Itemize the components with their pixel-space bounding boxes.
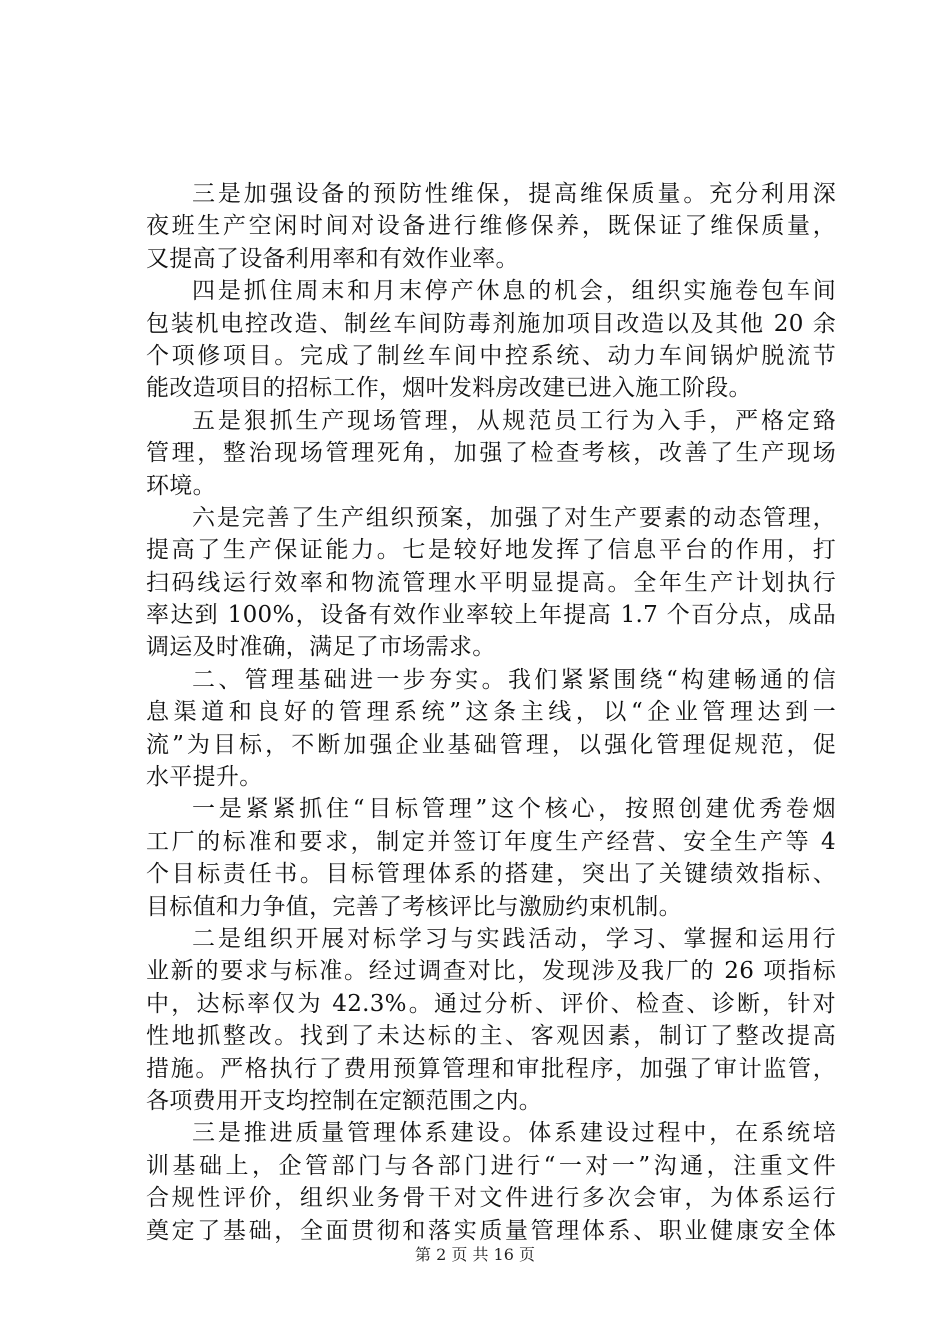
text-line: 四是抓住周末和月末停产休息的机会，组织实施卷包车间 xyxy=(192,278,836,305)
text-line: 目标值和力争值，完善了考核评比与激励约束机制。 xyxy=(146,893,682,920)
text-line: 扫码线运行效率和物流管理水平明显提高。全年生产计划执行 xyxy=(146,569,836,596)
text-line: 流”为目标，不断加强企业基础管理，以强化管理促规范，促 xyxy=(146,731,836,758)
text-line: 个项修项目。完成了制丝车间中控系统、动力车间锅炉脱流节 xyxy=(146,342,836,369)
text-line: 一是紧紧抓住“目标管理”这个核心，按照创建优秀卷烟 xyxy=(192,796,836,823)
text-line: 业新的要求与标准。经过调查对比，发现涉及我厂的 26 项指标 xyxy=(146,958,836,985)
text-line: 训基础上，企管部门与各部门进行“一对一”沟通，注重文件 xyxy=(146,1152,836,1179)
text-line: 二、管理基础进一步夯实。我们紧紧围绕“构建畅通的信 xyxy=(192,666,836,693)
text-line: 性地抓整改。找到了未达标的主、客观因素，制订了整改提高 xyxy=(146,1023,836,1050)
text-line: 水平提升。 xyxy=(146,764,263,791)
text-line: 三是推进质量管理体系建设。体系建设过程中，在系统培 xyxy=(192,1120,836,1147)
text-line: 五是狠抓生产现场管理，从规范员工行为入手，严格定臵 xyxy=(192,407,836,434)
text-line: 六是完善了生产组织预案，加强了对生产要素的动态管理， xyxy=(192,504,836,531)
text-line: 率达到 100%，设备有效作业率较上年提高 1.7 个百分点，成品 xyxy=(146,602,836,629)
text-line: 息渠道和良好的管理系统”这条主线，以“企业管理达到一 xyxy=(146,699,836,726)
text-line: 又提高了设备利用率和有效作业率。 xyxy=(146,245,519,272)
text-line: 包装机电控改造、制丝车间防毒剂施加项目改造以及其他 20 余 xyxy=(146,310,836,337)
text-line: 管理，整治现场管理死角，加强了检查考核，改善了生产现场 xyxy=(146,440,836,467)
text-line: 提高了生产保证能力。七是较好地发挥了信息平台的作用，打 xyxy=(146,537,836,564)
text-line: 措施。严格执行了费用预算管理和审批程序，加强了审计监管， xyxy=(146,1055,836,1082)
text-line: 各项费用开支均控制在定额范围之内。 xyxy=(146,1087,543,1114)
text-line: 三是加强设备的预防性维保，提高维保质量。充分利用深 xyxy=(192,181,836,207)
text-line: 个目标责任书。目标管理体系的搭建，突出了关键绩效指标、 xyxy=(146,861,836,888)
text-line: 能改造项目的招标工作，烟叶发料房改建已进入施工阶段。 xyxy=(146,375,752,402)
text-line: 夜班生产空闲时间对设备进行维修保养，既保证了维保质量， xyxy=(146,213,836,240)
text-line: 中，达标率仅为 42.3%。通过分析、评价、检查、诊断，针对 xyxy=(146,990,836,1017)
text-line: 奠定了基础，全面贯彻和落实质量管理体系、职业健康安全体 xyxy=(146,1217,836,1244)
text-line: 二是组织开展对标学习与实践活动，学习、掌握和运用行 xyxy=(192,925,836,952)
text-line: 环境。 xyxy=(146,472,216,499)
document-body xyxy=(146,178,836,1247)
text-line: 合规性评价，组织业务骨干对文件进行多次会审，为体系运行 xyxy=(146,1185,836,1212)
text-line: 调运及时准确，满足了市场需求。 xyxy=(146,634,496,661)
text-line: 工厂的标准和要求，制定并签订年度生产经营、安全生产等 4 xyxy=(146,828,836,855)
page-footer: 第 2 页 共 16 页 xyxy=(415,1245,535,1264)
